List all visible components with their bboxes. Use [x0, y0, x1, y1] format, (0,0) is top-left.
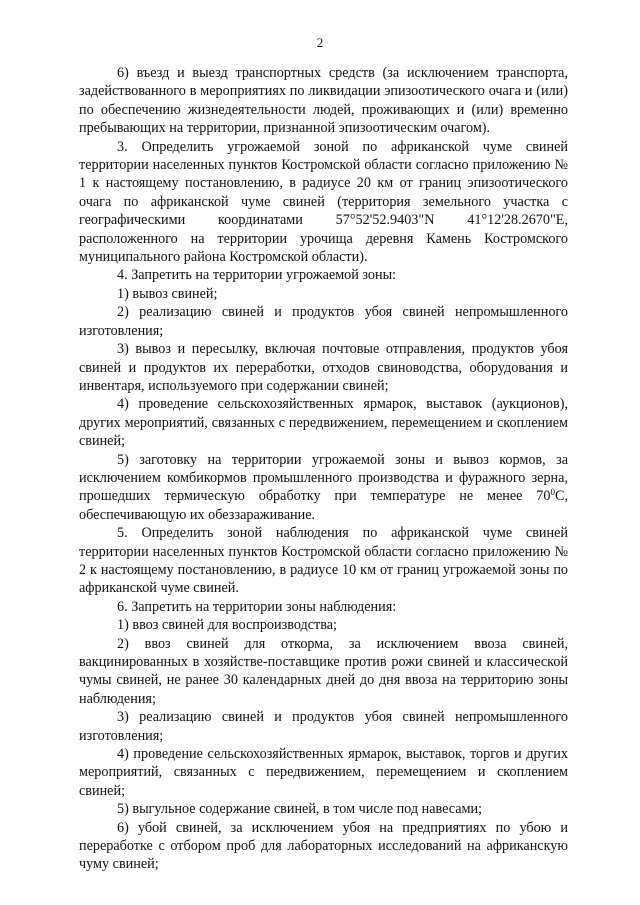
paragraph-entry-exit-vehicles: 6) въезд и выезд транспортных средств (за исключением транспорта, задействованного в мероприятиях по ликвидации эпизоотического очага и (или) по обеспечению жизнедеятельности людей, проживающих и (или) временно пребывающих на территории, признанной эпизоотическим очагом).: [79, 65, 568, 137]
list-item-pig-sale: 2) реализацию свиней и продуктов убоя свиней непромышленного изготовления;: [79, 304, 568, 339]
paragraph-observation-zone-prohibitions: 6. Запретить на территории зоны наблюдения:: [117, 598, 397, 615]
list-item-pig-export: 1) вывоз свиней;: [117, 285, 218, 302]
list-item-breeding-import: 1) ввоз свиней для воспроизводства;: [117, 617, 337, 634]
paragraph-threatened-zone-definition: 3. Определить угрожаемой зоной по африканской чуме свиней территории населенных пунктов Костромской области согласно приложению № 1 к настоящему постановлению, в радиусе 20 км от границ эпизоотического очага по африканской чуме свиней (территория земельного участка с географическими координатами 57°52'52.9403"N 41°12'28.2670"E, расположенного на территории урочища деревня Камень Костромского муниципального района Костромской области).: [79, 138, 568, 266]
document-body: [79, 64, 568, 874]
list-item-feed-procurement: [79, 451, 568, 525]
feed-procurement-tail: С, обеспечивающую их обеззараживание.: [79, 488, 568, 523]
list-item-fattening-import: 2) ввоз свиней для откорма, за исключением ввоза свиней, вакцинированных в хозяйстве-поставщике против рожи свиней и классической чумы свиней, не ранее 30 календарных дней до дня ввоза на территорию зоны наблюдения;: [79, 635, 568, 707]
temperature-value: 70: [536, 488, 551, 505]
page-number: 2: [316, 35, 324, 50]
paragraph-observation-zone-definition: 5. Определить зоной наблюдения по африканской чуме свиней территории населенных пунктов Костромской области согласно приложению № 2 к настоящему постановлению, в радиусе 10 км от границ угрожаемой зоны по африканской чуме свиней.: [79, 525, 568, 597]
temperature-degree: 0: [550, 487, 555, 498]
list-item-outdoor-keeping: 5) выгульное содержание свиней, в том числе под навесами;: [117, 801, 483, 818]
list-item-observation-fairs: 4) проведение сельскохозяйственных ярмарок, выставок, торгов и других мероприятий, связанных с передвижением, перемещением и скоплением свиней;: [79, 746, 568, 799]
feed-procurement-text: 5) заготовку на территории угрожаемой зоны и вывоз кормов, за исключением комбикормов промышленного производства и фуражного зерна, прошедших термическую обработку при температуре не менее: [79, 451, 568, 505]
list-item-observation-pig-sale: 3) реализацию свиней и продуктов убоя свиней непромышленного изготовления;: [79, 709, 568, 744]
list-item-product-shipment: 3) вывоз и пересылку, включая почтовые отправления, продуктов убоя свиней и продуктов их переработки, отходов свиноводства, оборудования и инвентаря, используемого при содержании свиней;: [79, 341, 568, 394]
paragraph-threatened-zone-prohibitions: 4. Запретить на территории угрожаемой зоны:: [117, 267, 397, 284]
list-item-slaughter: 6) убой свиней, за исключением убоя на предприятиях по убою и переработке с отбором проб для лабораторных исследований на африканскую чуму свиней;: [79, 819, 568, 873]
list-item-fairs-exhibitions: 4) проведение сельскохозяйственных ярмарок, выставок (аукционов), других мероприятий, связанных с передвижением, перемещением и скоплением свиней;: [79, 396, 568, 450]
